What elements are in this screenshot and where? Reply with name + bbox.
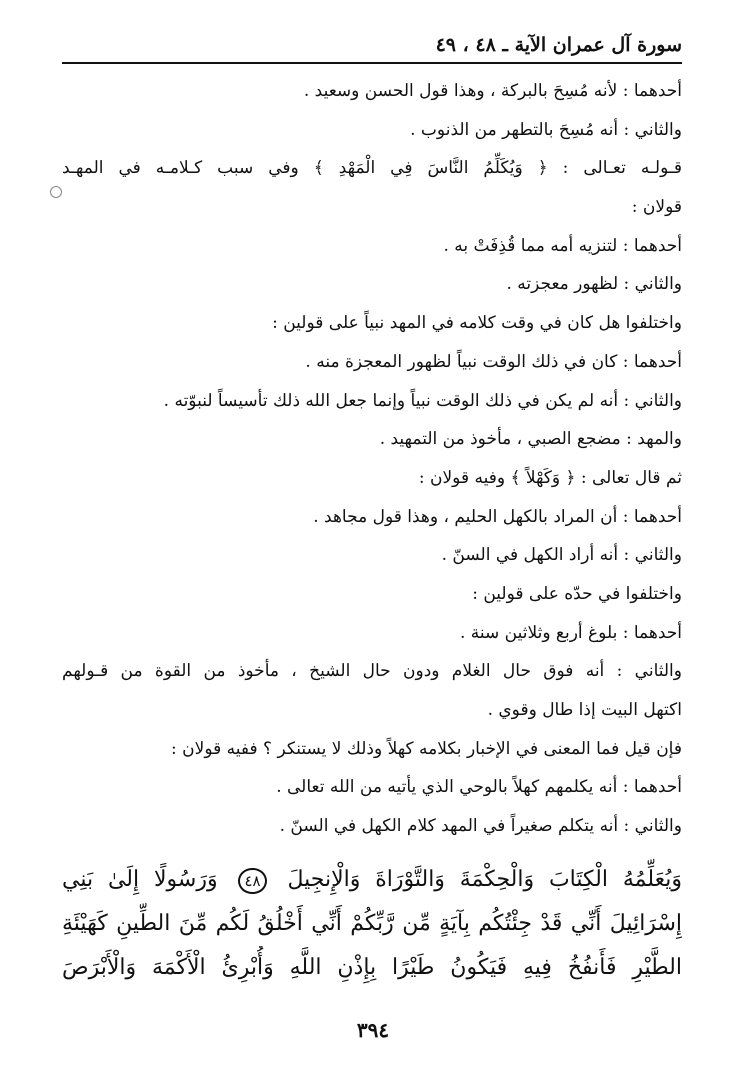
text-line: واختلفوا هل كان في وقت كلامه في المهد نبياً على قولين : bbox=[272, 313, 682, 334]
text-line: والثاني : أنه مُسِحَ بالتطهر من الذنوب . bbox=[410, 119, 682, 140]
running-header-title: سورة آل عمران الآية ـ ٤٨ ، ٤٩ bbox=[435, 34, 682, 56]
commentary-text bbox=[62, 72, 682, 846]
text-line: اكتهل البيت إذا طال وقوي . bbox=[487, 700, 682, 720]
page-number: ٣٩٤ bbox=[356, 1018, 390, 1042]
quran-line: إِسْرَائِيلَ أَنِّي قَدْ جِئْتُكُم بِآيَةٍ مِّن رَّبِّكُمْ أَنِّي أَخْلُقُ لَكُم مِّنَ الطِّينِ كَهَيْئَةِ bbox=[62, 911, 682, 936]
text-line: والثاني : أنه فوق حال الغلام ودون حال الشيخ ، مأخوذ من القوة من قـولهم bbox=[62, 661, 682, 682]
text-line: والثاني : لظهور معجزته . bbox=[506, 274, 682, 295]
text-line: أحدهما : كان في ذلك الوقت نبياً لظهور المعجزة منه . bbox=[305, 351, 682, 372]
text-line: أحدهما : أن المراد بالكهل الحليم ، وهذا قول مجاهد . bbox=[313, 506, 682, 527]
text-line: والمهد : مضجع الصبي ، مأخوذ من التمهيد . bbox=[379, 429, 682, 450]
text-line: واختلفوا في حدّه على قولين : bbox=[472, 583, 682, 604]
quran-verse-block bbox=[62, 858, 682, 990]
text-line: فإن قيل فما المعنى في الإخبار بكلامه كهلاً وذلك لا يستنكر ؟ ففيه قولان : bbox=[171, 738, 682, 759]
text-line: ثم قال تعالى : ﴿ وَكَهْلاً ﴾ وفيه قولان : bbox=[418, 467, 682, 488]
header-rule bbox=[62, 62, 682, 64]
margin-circle-mark bbox=[50, 186, 62, 198]
text-line: أحدهما : أنه يكلمهم كهلاً بالوحي الذي يأتيه من الله تعالى . bbox=[276, 777, 682, 798]
text-line: والثاني : أنه لم يكن في ذلك الوقت نبياً وإنما جعل الله ذلك تأسيساً لنبوّته . bbox=[163, 390, 682, 411]
page-header bbox=[62, 22, 682, 62]
text-line: والثاني : أنه أراد الكهل في السنّ . bbox=[441, 545, 682, 566]
text-line: أحدهما : لتنزيه أمه مما قُذِفَتْ به . bbox=[443, 235, 682, 256]
text-line: قولان : bbox=[631, 197, 682, 218]
text-line: أحدهما : لأنه مُسِحَ بالبركة ، وهذا قول الحسن وسعيد . bbox=[303, 81, 682, 101]
text-line: أحدهما : بلوغ أربع وثلاثين سنة . bbox=[459, 622, 682, 643]
quran-text: وَيُعَلِّمُهُ الْكِتَابَ وَالْحِكْمَةَ وَالتَّوْرَاةَ وَالْإِنجِيلَ bbox=[287, 867, 682, 892]
quran-text: وَرَسُولًا إِلَىٰ بَنِي bbox=[62, 867, 218, 892]
ayah-number-marker: ٤٨ bbox=[238, 868, 266, 894]
quran-line bbox=[62, 858, 682, 902]
text-line: والثاني : أنه يتكلم صغيراً في المهد كلام الكهل في السنّ . bbox=[279, 816, 682, 837]
quran-line: الطَّيْرِ فَأَنفُخُ فِيهِ فَيَكُونُ طَيْرًا بِإِذْنِ اللَّهِ وَأُبْرِئُ الْأَكْمَهَ وَالْأَبْرَصَ bbox=[62, 955, 682, 980]
text-line: قـولـه تعـالى : ﴿ وَيُكَلِّمُ النَّاسَ فِي الْمَهْدِ ﴾ وفي سبب كـلامـه في المهـد bbox=[62, 158, 682, 179]
